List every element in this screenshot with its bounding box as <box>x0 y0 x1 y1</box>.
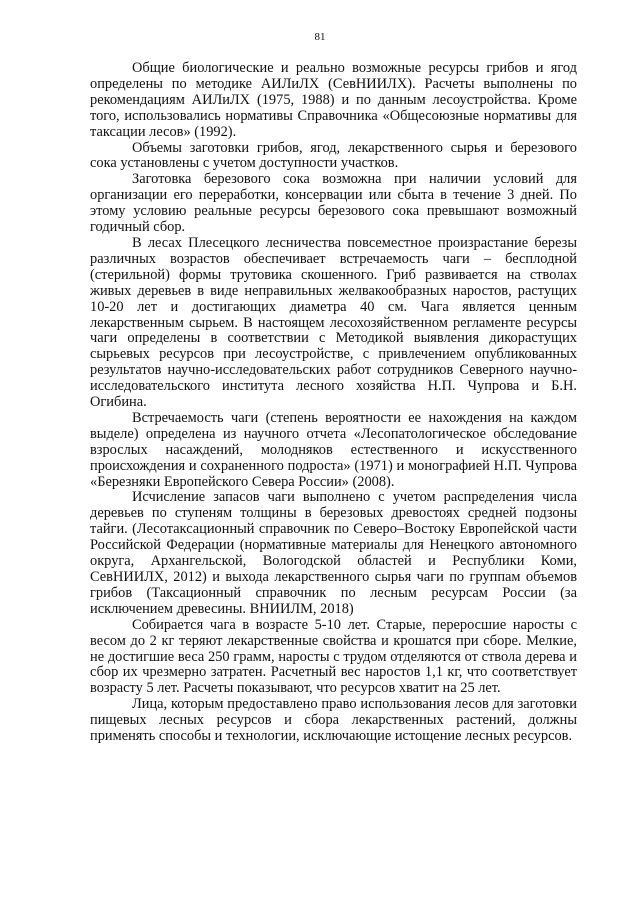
paragraph-harvest-volumes: Объемы заготовки грибов, ягод, лекарственного сырья и березового сока установлены с учетом доступности участков. <box>90 139 577 172</box>
paragraph-resources-method: Общие биологические и реально возможные ресурсы грибов и ягод определены по методике АИЛиЛХ (СевНИИЛХ). Расчеты выполнены по рекомендациям АИЛиЛХ (1975, 1988) и по данным лесоустройства. Кроме того, использовались нормативы Справочника «Общесоюзные нормативы для таксации лесов» (1992). <box>90 60 577 140</box>
body-text <box>90 61 577 745</box>
paragraph-chaga-probability: Встречаемость чаги (степень вероятности ее нахождения на каждом выделе) определена из научного отчета «Лесопатологическое обследование взрослых насаждений, молодняков естественного и искусственного происхождения и сохраненного подроста» (1971) и монографией Н.П. Чупрова «Березняки Европейского Севера России» (2008). <box>90 409 577 490</box>
paragraph-chaga-occurrence: В лесах Плесецкого лесничества повсеместное произрастание березы различных возрастов обеспечивает встречаемость чаги – бесплодной (стерильной) формы трутовика скошенного. Гриб развивается на стволах живых деревьев в виде неправильных желвакообразных наростов, растущих 10-20 лет и достигающих диаметра 40 см. Чага является ценным лекарственным сырьем. В настоящем лесохозяйственном регламенте ресурсы чаги определены в соответствии с Методикой выявления дикорастущих сырьевых ресурсов при лесоустройстве, с привлечением опубликованных результатов научно-исследовательских работ сотрудников Северного научно-исследовательского института лесного хозяйства Н.П. Чупрова и Б.Н. Огибина. <box>90 234 577 411</box>
page-number: 81 <box>314 31 326 43</box>
paragraph-chaga-reserves: Исчисление запасов чаги выполнено с учетом распределения числа деревьев по ступеням толщины в березовых древостоях средней подзоны тайги. (Лесотаксационный справочник по Северо–Востоку Европейской части Российской Федерации (нормативные материалы для Ненецкого автономного округа, Архангельской, Вологодской областей и Республики Коми, СевНИИЛХ, 2012) и выхода лекарственного сырья чаги по группам объемов грибов (Таксационный справочник по лесным ресурсам России (за исключением древесины. ВНИИЛМ, 2018) <box>90 489 577 617</box>
paragraph-birch-sap: Заготовка березового сока возможна при наличии условий для организации его переработки, консервации или сбыта в течение 3 дней. По этому условию реальные ресурсы березового сока превышают возможный годичный сбор. <box>90 171 577 236</box>
paragraph-chaga-harvest-age: Собирается чага в возрасте 5-10 лет. Старые, переросшие наросты с весом до 2 кг теряют лекарственные свойства и крошатся при сборе. Мелкие, не достигшие веса 250 грамм, наросты с трудом отделяются от ствола дерева и сбор их чрезмерно затратен. Расчетный вес наростов 1,1 кг, что соответствует возрасту 5 лет. Расчеты показывают, что ресурсов хватит на 25 лет. <box>90 616 577 697</box>
paragraph-harvest-rules: Лица, которым предоставлено право использования лесов для заготовки пищевых лесных ресурсов и сбора лекарственных растений, должны применять способы и технологии, исключающие истощение лесных ресурсов. <box>90 696 577 745</box>
